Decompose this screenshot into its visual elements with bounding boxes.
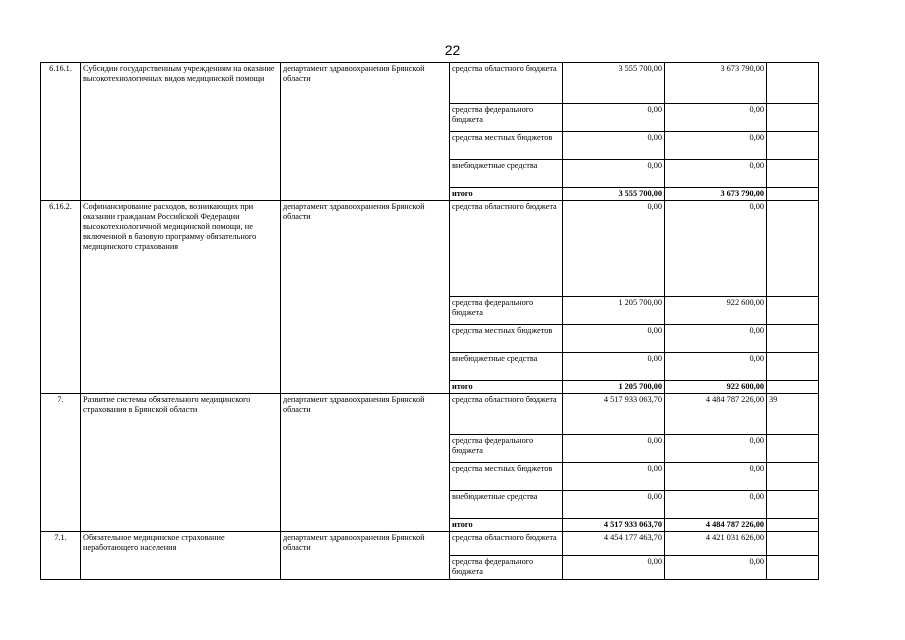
item-name: Субсидии государственным учреждениям на оказание высокотехнологичных видов медицинской помощи — [81, 63, 281, 201]
funding-source: средства федерального бюджета — [450, 556, 563, 580]
funding-source: внебюджетные средства — [450, 491, 563, 519]
funding-source: средства областного бюджета — [450, 63, 563, 104]
amount-year-1: 0,00 — [563, 160, 665, 188]
amount-year-1: 0,00 — [563, 132, 665, 160]
amount-year-2: 3 673 790,00 — [665, 188, 767, 201]
extra-column — [767, 104, 819, 132]
amount-year-2: 0,00 — [665, 201, 767, 297]
amount-year-2: 922 600,00 — [665, 381, 767, 394]
item-number: 6.16.1. — [41, 63, 81, 201]
budget-table — [40, 62, 819, 580]
amount-year-1: 3 555 700,00 — [563, 63, 665, 104]
extra-column — [767, 325, 819, 353]
funding-source: средства местных бюджетов — [450, 132, 563, 160]
amount-year-1: 4 517 933 063,70 — [563, 519, 665, 532]
funding-source: средства областного бюджета — [450, 532, 563, 556]
extra-column — [767, 188, 819, 201]
funding-source: итого — [450, 519, 563, 532]
table-row — [41, 201, 819, 297]
executor: департамент здравоохранения Брянской области — [281, 201, 450, 394]
item-name: Обязательное медицинское страхование неработающего населения — [81, 532, 281, 580]
amount-year-1: 1 205 700,00 — [563, 297, 665, 325]
amount-year-1: 0,00 — [563, 435, 665, 463]
funding-source: средства областного бюджета — [450, 394, 563, 435]
funding-source: итого — [450, 381, 563, 394]
amount-year-2: 0,00 — [665, 132, 767, 160]
funding-source: внебюджетные средства — [450, 353, 563, 381]
funding-source: средства областного бюджета — [450, 201, 563, 297]
amount-year-2: 4 484 787 226,00 — [665, 519, 767, 532]
funding-source: итого — [450, 188, 563, 201]
amount-year-1: 0,00 — [563, 556, 665, 580]
amount-year-1: 0,00 — [563, 463, 665, 491]
funding-source: средства федерального бюджета — [450, 435, 563, 463]
amount-year-2: 4 484 787 226,00 — [665, 394, 767, 435]
extra-column — [767, 297, 819, 325]
amount-year-1: 0,00 — [563, 491, 665, 519]
extra-column — [767, 435, 819, 463]
extra-column — [767, 463, 819, 491]
executor: департамент здравоохранения Брянской области — [281, 63, 450, 201]
amount-year-2: 0,00 — [665, 353, 767, 381]
amount-year-1: 4 454 177 463,70 — [563, 532, 665, 556]
amount-year-2: 0,00 — [665, 325, 767, 353]
table-row — [41, 394, 819, 435]
table-row — [41, 63, 819, 104]
amount-year-1: 0,00 — [563, 353, 665, 381]
extra-column — [767, 160, 819, 188]
amount-year-2: 0,00 — [665, 463, 767, 491]
amount-year-1: 3 555 700,00 — [563, 188, 665, 201]
extra-column — [767, 381, 819, 394]
amount-year-1: 1 205 700,00 — [563, 381, 665, 394]
item-number: 7.1. — [41, 532, 81, 580]
extra-column — [767, 201, 819, 297]
funding-source: средства федерального бюджета — [450, 104, 563, 132]
extra-column — [767, 63, 819, 104]
funding-source: средства местных бюджетов — [450, 325, 563, 353]
amount-year-1: 4 517 933 063,70 — [563, 394, 665, 435]
amount-year-1: 0,00 — [563, 104, 665, 132]
funding-source: внебюджетные средства — [450, 160, 563, 188]
page-number: 22 — [444, 42, 461, 58]
extra-column — [767, 491, 819, 519]
item-number: 7. — [41, 394, 81, 532]
amount-year-2: 3 673 790,00 — [665, 63, 767, 104]
amount-year-1: 0,00 — [563, 201, 665, 297]
funding-source: средства федерального бюджета — [450, 297, 563, 325]
amount-year-2: 0,00 — [665, 160, 767, 188]
extra-column — [767, 532, 819, 556]
funding-source: средства местных бюджетов — [450, 463, 563, 491]
executor: департамент здравоохранения Брянской области — [281, 532, 450, 580]
amount-year-2: 0,00 — [665, 556, 767, 580]
amount-year-2: 922 600,00 — [665, 297, 767, 325]
amount-year-2: 0,00 — [665, 104, 767, 132]
extra-column — [767, 132, 819, 160]
executor: департамент здравоохранения Брянской области — [281, 394, 450, 532]
budget-table-body — [41, 63, 819, 580]
item-name: Развитие системы обязательного медицинского страхования в Брянской области — [81, 394, 281, 532]
amount-year-2: 0,00 — [665, 491, 767, 519]
item-name: Софинансирование расходов, возникающих при оказании гражданам Российской Федерации высокотехнологичной медицинской помощи, не включенной в базовую программу обязательного медицинского страхования — [81, 201, 281, 394]
amount-year-1: 0,00 — [563, 325, 665, 353]
extra-column — [767, 353, 819, 381]
table-row — [41, 532, 819, 556]
amount-year-2: 4 421 031 626,00 — [665, 532, 767, 556]
item-number: 6.16.2. — [41, 201, 81, 394]
extra-column — [767, 556, 819, 580]
extra-column: 39 — [767, 394, 819, 435]
extra-column — [767, 519, 819, 532]
amount-year-2: 0,00 — [665, 435, 767, 463]
